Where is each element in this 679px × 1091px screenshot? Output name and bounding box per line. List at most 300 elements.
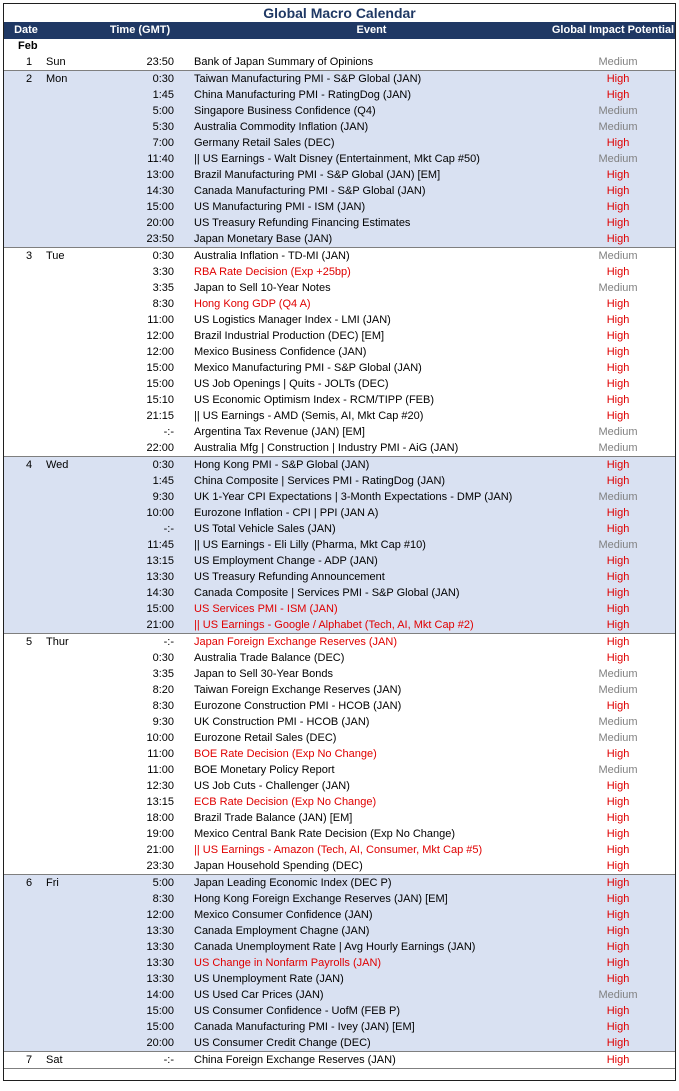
date-cell: [4, 826, 46, 842]
impact-cell: High: [606, 941, 630, 953]
impact-cell: Medium: [598, 539, 638, 551]
impact-cell: Medium: [598, 105, 638, 117]
table-row: [4, 682, 675, 698]
impact-cell: High: [606, 1021, 630, 1033]
event-cell: US Consumer Confidence - UofM (FEB P): [194, 1005, 401, 1017]
impact-cell: High: [606, 201, 630, 213]
time-cell: 15:00: [146, 1005, 174, 1017]
table-row: [4, 424, 675, 440]
time-cell: 13:15: [146, 796, 174, 808]
table-row: [4, 1019, 675, 1035]
date-cell: [4, 666, 46, 682]
date-cell: [4, 971, 46, 987]
time-cell: 23:30: [146, 860, 174, 872]
time-cell: 13:30: [146, 925, 174, 937]
date-cell: [4, 617, 46, 633]
day-group: [4, 1052, 675, 1069]
table-row: [4, 987, 675, 1003]
table-row: [4, 135, 675, 151]
day-cell: [46, 264, 106, 280]
time-cell: 0:30: [152, 73, 174, 85]
impact-cell: High: [606, 459, 630, 471]
time-cell: 21:15: [146, 410, 174, 422]
date-cell: [4, 955, 46, 971]
day-cell: [46, 1003, 106, 1019]
table-row: [4, 296, 675, 312]
date-cell: 5: [26, 636, 33, 648]
day-cell: [46, 537, 106, 553]
day-cell: [46, 408, 106, 424]
header-event: Event: [356, 24, 387, 36]
impact-cell: High: [606, 619, 630, 631]
event-cell: US Used Car Prices (JAN): [194, 989, 324, 1001]
event-cell: Mexico Consumer Confidence (JAN): [194, 909, 373, 921]
table-row: [4, 778, 675, 794]
day-cell: [46, 762, 106, 778]
day-group: [4, 875, 675, 1052]
event-cell: Eurozone Inflation - CPI | PPI (JAN A): [194, 507, 379, 519]
table-row: [4, 826, 675, 842]
date-cell: [4, 537, 46, 553]
event-cell: US Job Openings | Quits - JOLTs (DEC): [194, 378, 389, 390]
time-cell: -:-: [163, 523, 174, 535]
table-row: [4, 666, 675, 682]
impact-cell: Medium: [598, 684, 638, 696]
table-row: [4, 891, 675, 907]
date-cell: [4, 698, 46, 714]
event-cell: Mexico Central Bank Rate Decision (Exp No Change): [194, 828, 456, 840]
header-time: Time (GMT): [109, 24, 171, 36]
impact-cell: High: [606, 137, 630, 149]
table-row: [4, 264, 675, 280]
day-cell: [46, 119, 106, 135]
event-cell: US Employment Change - ADP (JAN): [194, 555, 378, 567]
time-cell: 5:30: [152, 121, 174, 133]
time-cell: -:-: [163, 426, 174, 438]
day-group: [4, 71, 675, 248]
day-cell: [46, 778, 106, 794]
event-cell: China Foreign Exchange Reserves (JAN): [194, 1054, 396, 1066]
date-cell: [4, 794, 46, 810]
day-group: [4, 54, 675, 71]
date-cell: [4, 215, 46, 231]
table-row: [4, 939, 675, 955]
event-cell: US Logistics Manager Index - LMI (JAN): [194, 314, 391, 326]
event-cell: US Job Cuts - Challenger (JAN): [194, 780, 350, 792]
table-body: [4, 54, 675, 1069]
day-cell: [46, 939, 106, 955]
table-row: [4, 408, 675, 424]
day-cell: [46, 553, 106, 569]
event-cell: US Economic Optimism Index - RCM/TIPP (FEB): [194, 394, 435, 406]
day-cell: [46, 923, 106, 939]
impact-cell: High: [606, 860, 630, 872]
impact-cell: High: [606, 748, 630, 760]
day-group: [4, 457, 675, 634]
impact-cell: High: [606, 844, 630, 856]
table-row: [4, 955, 675, 971]
date-cell: [4, 778, 46, 794]
table-row: [4, 971, 675, 987]
time-cell: 11:00: [147, 314, 174, 326]
time-cell: 12:30: [146, 780, 174, 792]
event-cell: Japan to Sell 30-Year Bonds: [194, 668, 334, 680]
date-cell: [4, 199, 46, 215]
time-cell: 11:45: [147, 539, 174, 551]
impact-cell: High: [606, 298, 630, 310]
date-cell: [4, 682, 46, 698]
date-cell: 1: [26, 56, 33, 68]
event-cell: Hong Kong GDP (Q4 A): [194, 298, 311, 310]
event-cell: UK Construction PMI - HCOB (JAN): [194, 716, 370, 728]
table-row: [4, 231, 675, 247]
impact-cell: High: [606, 266, 630, 278]
event-cell: Bank of Japan Summary of Opinions: [194, 56, 374, 68]
impact-cell: High: [606, 475, 630, 487]
table-row: [4, 746, 675, 762]
time-cell: 12:00: [146, 909, 174, 921]
event-cell: Canada Manufacturing PMI - S&P Global (JAN): [194, 185, 426, 197]
table-row: [4, 360, 675, 376]
table-row: [4, 392, 675, 408]
date-cell: [4, 762, 46, 778]
day-cell: [46, 650, 106, 666]
date-cell: [4, 842, 46, 858]
impact-cell: High: [606, 330, 630, 342]
table-row: [4, 634, 675, 650]
impact-cell: Medium: [598, 121, 638, 133]
date-cell: [4, 923, 46, 939]
day-cell: [46, 167, 106, 183]
day-cell: [46, 794, 106, 810]
event-cell: Eurozone Construction PMI - HCOB (JAN): [194, 700, 402, 712]
table-row: [4, 762, 675, 778]
event-cell: US Services PMI - ISM (JAN): [194, 603, 338, 615]
day-cell: [46, 328, 106, 344]
day-cell: Sun: [46, 56, 66, 68]
event-cell: || US Earnings - Google / Alphabet (Tech, AI, Mkt Cap #2): [194, 619, 474, 631]
table-header: [4, 22, 675, 39]
table-row: [4, 1003, 675, 1019]
impact-cell: High: [606, 603, 630, 615]
table-row: [4, 280, 675, 296]
date-cell: [4, 569, 46, 585]
date-cell: [4, 280, 46, 296]
impact-cell: High: [606, 893, 630, 905]
event-cell: Taiwan Manufacturing PMI - S&P Global (JAN): [194, 73, 422, 85]
impact-cell: High: [606, 185, 630, 197]
impact-cell: High: [606, 169, 630, 181]
date-cell: [4, 1019, 46, 1035]
table-row: [4, 167, 675, 183]
table-row: [4, 505, 675, 521]
table-row: [4, 875, 675, 891]
event-cell: Brazil Industrial Production (DEC) [EM]: [194, 330, 385, 342]
time-cell: 1:45: [152, 475, 174, 487]
time-cell: 23:50: [146, 56, 174, 68]
day-group: [4, 248, 675, 457]
date-cell: [4, 231, 46, 247]
time-cell: 20:00: [146, 1037, 174, 1049]
time-cell: 8:30: [152, 298, 174, 310]
time-cell: 15:00: [146, 378, 174, 390]
impact-cell: High: [606, 700, 630, 712]
impact-cell: Medium: [598, 764, 638, 776]
date-cell: [4, 103, 46, 119]
impact-cell: Medium: [598, 282, 638, 294]
event-cell: Japan Leading Economic Index (DEC P): [194, 877, 392, 889]
day-cell: [46, 682, 106, 698]
impact-cell: High: [606, 1037, 630, 1049]
date-cell: [4, 489, 46, 505]
date-cell: [4, 408, 46, 424]
time-cell: 8:20: [152, 684, 174, 696]
day-cell: [46, 473, 106, 489]
impact-cell: High: [606, 636, 630, 648]
time-cell: 20:00: [146, 217, 174, 229]
time-cell: 7:00: [152, 137, 174, 149]
day-cell: [46, 183, 106, 199]
day-cell: [46, 842, 106, 858]
impact-cell: High: [606, 1005, 630, 1017]
table-row: [4, 858, 675, 874]
day-cell: Wed: [46, 459, 69, 471]
time-cell: 19:00: [146, 828, 174, 840]
table-row: [4, 601, 675, 617]
time-cell: 23:50: [146, 233, 174, 245]
event-cell: Taiwan Foreign Exchange Reserves (JAN): [194, 684, 402, 696]
table-row: [4, 569, 675, 585]
event-cell: China Composite | Services PMI - RatingDog (JAN): [194, 475, 446, 487]
event-cell: US Manufacturing PMI - ISM (JAN): [194, 201, 366, 213]
date-cell: [4, 585, 46, 601]
day-cell: [46, 312, 106, 328]
time-cell: 15:00: [146, 362, 174, 374]
event-cell: RBA Rate Decision (Exp +25bp): [194, 266, 351, 278]
header-impact: Global Impact Potential: [551, 24, 675, 36]
time-cell: 11:00: [147, 764, 174, 776]
date-cell: [4, 858, 46, 874]
impact-cell: Medium: [598, 442, 638, 454]
event-cell: Canada Employment Chagne (JAN): [194, 925, 370, 937]
day-cell: [46, 601, 106, 617]
impact-cell: High: [606, 217, 630, 229]
date-cell: 3: [26, 250, 33, 262]
day-cell: [46, 907, 106, 923]
time-cell: 13:15: [146, 555, 174, 567]
time-cell: 13:30: [146, 957, 174, 969]
time-cell: 9:30: [152, 491, 174, 503]
event-cell: Australia Inflation - TD-MI (JAN): [194, 250, 350, 262]
day-cell: [46, 1019, 106, 1035]
table-row: [4, 585, 675, 601]
table-row: [4, 698, 675, 714]
date-cell: [4, 746, 46, 762]
impact-cell: High: [606, 925, 630, 937]
event-cell: Mexico Manufacturing PMI - S&P Global (JAN): [194, 362, 422, 374]
table-row: [4, 794, 675, 810]
time-cell: 15:00: [146, 1021, 174, 1033]
day-cell: Fri: [46, 877, 59, 889]
month-label: Feb: [18, 40, 38, 52]
table-row: [4, 344, 675, 360]
impact-cell: High: [606, 957, 630, 969]
time-cell: 15:00: [146, 201, 174, 213]
event-cell: Australia Trade Balance (DEC): [194, 652, 345, 664]
day-cell: [46, 215, 106, 231]
event-cell: Hong Kong PMI - S&P Global (JAN): [194, 459, 370, 471]
table-row: [4, 151, 675, 167]
event-cell: Canada Unemployment Rate | Avg Hourly Earnings (JAN): [194, 941, 476, 953]
impact-cell: High: [606, 828, 630, 840]
day-cell: [46, 521, 106, 537]
event-cell: China Manufacturing PMI - RatingDog (JAN): [194, 89, 412, 101]
day-cell: Mon: [46, 73, 68, 85]
day-cell: [46, 231, 106, 247]
day-cell: [46, 360, 106, 376]
event-cell: Brazil Manufacturing PMI - S&P Global (JAN) [EM]: [194, 169, 441, 181]
impact-cell: High: [606, 796, 630, 808]
date-cell: [4, 392, 46, 408]
event-cell: BOE Rate Decision (Exp No Change): [194, 748, 377, 760]
date-cell: [4, 730, 46, 746]
day-cell: Sat: [46, 1054, 63, 1066]
event-cell: Singapore Business Confidence (Q4): [194, 105, 376, 117]
event-cell: Australia Commodity Inflation (JAN): [194, 121, 369, 133]
date-cell: [4, 264, 46, 280]
impact-cell: High: [606, 89, 630, 101]
event-cell: US Consumer Credit Change (DEC): [194, 1037, 371, 1049]
impact-cell: Medium: [598, 153, 638, 165]
table-row: [4, 553, 675, 569]
table-row: [4, 730, 675, 746]
impact-cell: Medium: [598, 732, 638, 744]
day-cell: [46, 698, 106, 714]
impact-cell: High: [606, 877, 630, 889]
time-cell: 15:10: [146, 394, 174, 406]
table-row: [4, 71, 675, 87]
table-row: [4, 248, 675, 264]
day-cell: [46, 826, 106, 842]
day-cell: [46, 714, 106, 730]
impact-cell: High: [606, 346, 630, 358]
event-cell: Eurozone Retail Sales (DEC): [194, 732, 337, 744]
time-cell: 0:30: [152, 652, 174, 664]
day-cell: [46, 199, 106, 215]
day-cell: [46, 666, 106, 682]
day-cell: [46, 344, 106, 360]
date-cell: [4, 151, 46, 167]
date-cell: [4, 167, 46, 183]
table-row: [4, 650, 675, 666]
time-cell: 11:40: [147, 153, 174, 165]
time-cell: 5:00: [152, 877, 174, 889]
table-row: [4, 521, 675, 537]
event-cell: US Treasury Refunding Announcement: [194, 571, 385, 583]
date-cell: [4, 360, 46, 376]
event-cell: UK 1-Year CPI Expectations | 3-Month Expectations - DMP (JAN): [194, 491, 513, 503]
time-cell: 3:35: [152, 282, 174, 294]
event-cell: || US Earnings - Eli Lilly (Pharma, Mkt Cap #10): [194, 539, 426, 551]
table-row: [4, 103, 675, 119]
event-cell: Canada Composite | Services PMI - S&P Global (JAN): [194, 587, 460, 599]
date-cell: [4, 135, 46, 151]
table-row: [4, 1035, 675, 1051]
event-cell: US Total Vehicle Sales (JAN): [194, 523, 336, 535]
day-cell: [46, 746, 106, 762]
time-cell: 12:00: [146, 346, 174, 358]
time-cell: 9:30: [152, 716, 174, 728]
table-row: [4, 489, 675, 505]
event-cell: Australia Mfg | Construction | Industry PMI - AiG (JAN): [194, 442, 459, 454]
event-cell: Japan to Sell 10-Year Notes: [194, 282, 331, 294]
impact-cell: Medium: [598, 491, 638, 503]
date-cell: 2: [26, 73, 33, 85]
table-row: [4, 54, 675, 70]
impact-cell: High: [606, 555, 630, 567]
event-cell: Japan Monetary Base (JAN): [194, 233, 333, 245]
table-row: [4, 617, 675, 633]
impact-cell: Medium: [598, 56, 638, 68]
table-row: [4, 457, 675, 473]
impact-cell: High: [606, 362, 630, 374]
header-date: Date: [14, 24, 38, 36]
event-cell: US Change in Nonfarm Payrolls (JAN): [194, 957, 382, 969]
impact-cell: Medium: [598, 426, 638, 438]
time-cell: 10:00: [146, 507, 174, 519]
date-cell: [4, 810, 46, 826]
event-cell: Japan Household Spending (DEC): [194, 860, 363, 872]
table-row: [4, 87, 675, 103]
impact-cell: High: [606, 233, 630, 245]
day-cell: [46, 489, 106, 505]
table-row: [4, 440, 675, 456]
day-cell: [46, 1035, 106, 1051]
page-title: Global Macro Calendar: [4, 4, 675, 22]
table-row: [4, 810, 675, 826]
time-cell: 3:35: [152, 668, 174, 680]
time-cell: 12:00: [146, 330, 174, 342]
day-cell: [46, 810, 106, 826]
date-cell: [4, 714, 46, 730]
time-cell: 13:30: [146, 571, 174, 583]
impact-cell: High: [606, 973, 630, 985]
day-cell: [46, 103, 106, 119]
time-cell: 15:00: [146, 603, 174, 615]
date-cell: [4, 601, 46, 617]
table-row: [4, 714, 675, 730]
impact-cell: High: [606, 410, 630, 422]
table-row: [4, 328, 675, 344]
time-cell: 5:00: [152, 105, 174, 117]
date-cell: [4, 440, 46, 456]
time-cell: 21:00: [146, 844, 174, 856]
impact-cell: High: [606, 394, 630, 406]
event-cell: ECB Rate Decision (Exp No Change): [194, 796, 377, 808]
event-cell: Hong Kong Foreign Exchange Reserves (JAN) [EM]: [194, 893, 448, 905]
impact-cell: High: [606, 1054, 630, 1066]
date-cell: [4, 650, 46, 666]
time-cell: 11:00: [147, 748, 174, 760]
event-cell: Japan Foreign Exchange Reserves (JAN): [194, 636, 397, 648]
event-cell: Germany Retail Sales (DEC): [194, 137, 335, 149]
table-row: [4, 183, 675, 199]
date-cell: [4, 473, 46, 489]
impact-cell: High: [606, 571, 630, 583]
date-cell: [4, 87, 46, 103]
impact-cell: High: [606, 909, 630, 921]
time-cell: 8:30: [152, 893, 174, 905]
